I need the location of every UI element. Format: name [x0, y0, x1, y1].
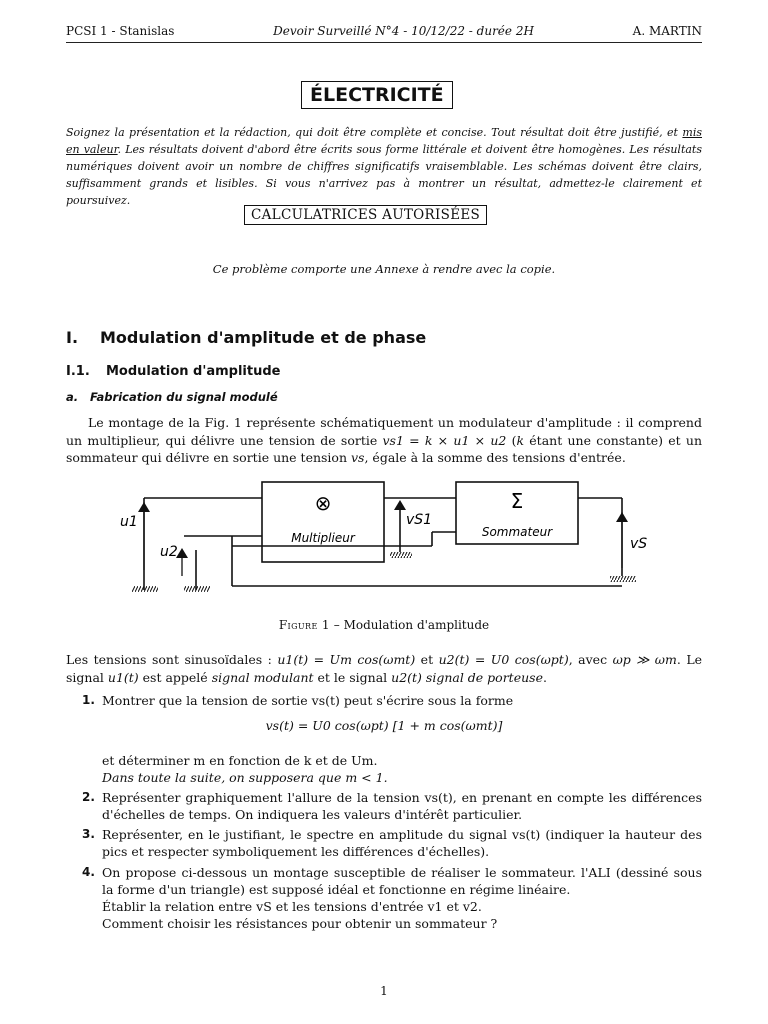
p2-c: , avec	[568, 652, 613, 667]
page-number: 1	[380, 984, 388, 998]
subsubsection-title: Fabrication du signal modulé	[90, 390, 278, 404]
calculators-notice: CALCULATRICES AUTORISÉES	[244, 205, 487, 225]
p2-d: . Le signal	[66, 652, 703, 685]
p1-d: , égale à la somme des tensions d'entrée.	[364, 450, 626, 465]
p2-modulant: signal modulant	[211, 669, 314, 685]
subsection-title: Modulation d'amplitude	[106, 364, 281, 379]
vs1-label: vS1	[406, 512, 433, 528]
subsection-number: I.1.	[66, 364, 90, 379]
question-3-number: 3.	[82, 827, 95, 841]
header-right: A. MARTIN	[632, 24, 702, 38]
question-1-line2: Dans toute la suite, on supposera que m < 1.	[102, 770, 388, 785]
vs1-arrowhead	[394, 500, 406, 510]
question-4-text: On propose ci-dessous un montage susceptible de réaliser le sommateur. l'ALI (dessiné sous la forme d'un triangle) est supposé idéal et fonctionne en régime linéaire.	[102, 865, 702, 897]
instructions-part2: . Les résultats doivent d'abord être écrits sous forme littérale et doivent être homogènes. Les résultats numériques doivent avoir un nombre de chiffres significatifs vraisemblable. Les schémas doivent être clairs, suffisamment grands et lisibles. Si vous n'arrivez pas à montrer un résultat, admettez-le clairement et poursuivez.	[66, 143, 702, 207]
question-4	[82, 864, 702, 932]
ground-u1-symbol	[132, 586, 158, 592]
modulator-diagram	[114, 472, 654, 602]
header-center: Devoir Surveillé N°4 - 10/12/22 - durée 2H	[273, 24, 534, 38]
p2-a: Les tensions sont sinusoïdales :	[66, 652, 278, 667]
p1-c: étant une constante) et un sommateur qui délivre en sortie une tension	[66, 432, 703, 465]
p2-u1b: u1(t)	[107, 669, 139, 685]
document-title: ÉLECTRICITÉ	[301, 81, 453, 109]
section-title: Modulation d'amplitude et de phase	[100, 328, 427, 347]
u1-label: u1	[120, 514, 138, 530]
p2-rel: ωp ≫ ωm	[612, 652, 677, 667]
page-header	[66, 24, 702, 43]
p2-b: et	[415, 652, 439, 667]
question-4-number: 4.	[82, 865, 95, 879]
section-number: I.	[66, 328, 79, 347]
p2-porteuse: signal de porteuse	[425, 669, 543, 685]
vs-label: vS	[630, 536, 648, 552]
p1-b: (	[506, 432, 517, 448]
p1-vs: vs	[350, 450, 365, 465]
p2-f: et le signal	[313, 669, 392, 685]
question-3	[82, 826, 702, 860]
multiplier-symbol: ⊗	[314, 491, 332, 515]
question-1-text: Montrer que la tension de sortie vs(t) peut s'écrire sous la forme	[102, 693, 514, 708]
instructions-part1: Soignez la présentation et la rédaction, qui doit être complète et concise. Tout résultat doit être justifié, et	[66, 126, 683, 139]
p2-u1: u1(t) = Um cos(ωmt)	[277, 652, 416, 667]
figure-1	[114, 472, 654, 602]
ground-vs1-symbol	[390, 552, 412, 558]
arrows	[138, 500, 628, 558]
p2-h: .	[542, 669, 547, 685]
p1-a: Le montage de la Fig. 1 représente schématiquement un modulateur d'amplitude : il comprend un multiplieur, qui délivre une tension de sortie	[66, 415, 702, 448]
figure-caption	[66, 618, 702, 632]
p1-k: k	[516, 432, 525, 448]
instructions	[66, 124, 702, 209]
question-2-number: 2.	[82, 790, 95, 804]
question-4-line2: Comment choisir les résistances pour obtenir un sommateur ?	[102, 916, 498, 931]
question-2-text: Représenter graphiquement l'allure de la tension vs(t), en prenant en compte les différences d'échelles de temps. On indiquera les valeurs d'intérêt particulier.	[102, 790, 702, 822]
question-3-text: Représenter, en le justifiant, le spectre en amplitude du signal vs(t) (indiquer la hauteur des pics et respecter symboliquement les différences d'échelles).	[102, 827, 702, 859]
sum-symbol: Σ	[510, 489, 524, 513]
u2-label: u2	[160, 544, 178, 560]
multiplier-label: Multiplieur	[291, 531, 355, 545]
sum-label: Sommateur	[481, 525, 553, 539]
question-1-line1: et déterminer m en fonction de k et de Um.	[102, 753, 378, 768]
section-heading	[66, 328, 426, 347]
instructions-underlined: mis en valeur	[66, 126, 702, 156]
question-1	[82, 692, 702, 709]
ground-u2-symbol	[184, 586, 210, 592]
question-1-continued	[82, 752, 702, 786]
equation-vs	[66, 718, 702, 733]
question-4-line1: Établir la relation entre vS et les tensions d'entrée v1 et v2.	[102, 899, 482, 914]
p2-u2: u2(t) = U0 cos(ωpt)	[438, 652, 569, 667]
paragraph-signals	[66, 651, 702, 686]
ground-vs-symbol	[610, 576, 636, 582]
paragraph-intro	[66, 414, 702, 467]
question-2	[82, 789, 702, 823]
header-left: PCSI 1 - Stanislas	[66, 24, 175, 38]
equation-text: vs(t) = U0 cos(ωpt) [1 + m cos(ωmt)]	[265, 718, 503, 733]
annexe-note: Ce problème comporte une Annexe à rendre avec la copie.	[212, 262, 556, 276]
question-1-number: 1.	[82, 693, 95, 707]
p2-u2b: u2(t)	[391, 669, 422, 685]
caption-text: – Modulation d'amplitude	[329, 618, 490, 632]
caption-label: Figure 1	[278, 618, 330, 632]
p1-eq: vs1 = k × u1 × u2	[382, 432, 507, 448]
p2-e: est appelé	[138, 669, 212, 685]
subsection-heading	[66, 364, 280, 379]
subsubsection-heading	[66, 390, 278, 404]
subsubsection-number: a.	[66, 390, 79, 404]
